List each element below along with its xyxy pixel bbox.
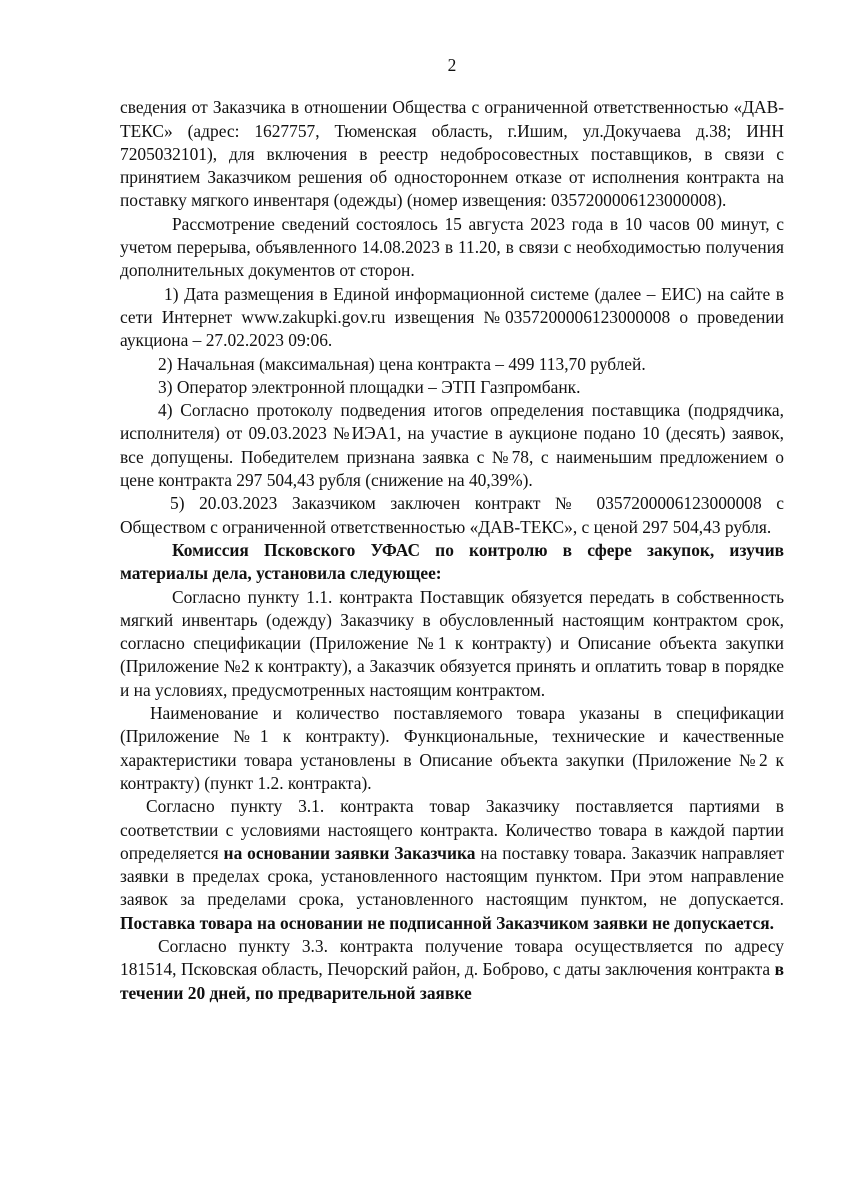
paragraph-clause-3-1 <box>120 795 784 935</box>
clause-3-3-bold: в течении 20 дней, по предварительной заявке <box>120 959 784 1003</box>
clause-3-1-bold-a: на основании заявки Заказчика <box>223 842 476 863</box>
list-item-4: 4) Согласно протоколу подведения итогов определения поставщика (подрядчика, исполнителя) от 09.03.2023 №ИЭА1, на участие в аукционе подано 10 (десять) заявок, все допущены. Победителем признана заявка с №78, с наименьшим предложением о цене контракта 297 504,43 рубля (снижение на 40,39%). <box>120 400 784 491</box>
clause-3-1-text-b: на поставку товара. Заказчик направляет заявки в пределах срока, установленного настоящим пунктом. При этом направление заявок за пределами срока, установленного настоящим пунктом, не допускается. <box>120 842 784 910</box>
paragraph-clause-1-1: Согласно пункту 1.1. контракта Поставщик обязуется передать в собственность мягкий инвентарь (одежду) Заказчику в обусловленный настоящим контрактом срок, согласно спецификации (Приложение №1 к контракту) и Описание объекта закупки (Приложение №2 к контракту), а Заказчик обязуется принять и оплатить товар в порядке и на условиях, предусмотренных настоящим контрактом. <box>120 586 784 700</box>
clause-3-1-bold-b: Поставка товара на основании не подписанной Заказчиком заявки не допускается. <box>120 912 774 933</box>
list-item-5: 5) 20.03.2023 Заказчиком заключен контракт № 0357200006123000008 с Обществом с ограниченной ответственностью «ДАВ-ТЕКС», с ценой 297 504,43 рубля. <box>120 493 784 537</box>
list-item-1: 1) Дата размещения в Единой информационной системе (далее – ЕИС) на сайте в сети Интернет www.zakupki.gov.ru извещения №0357200006123000008 о проведении аукциона – 27.02.2023 09:06. <box>120 283 784 351</box>
document-page <box>120 54 784 1005</box>
paragraph-intro: сведения от Заказчика в отношении Общества с ограниченной ответственностью «ДАВ-ТЕКС» (адрес: 1627757, Тюменская область, г.Ишим, ул.Докучаева д.38; ИНН 7205032101), для включения в реестр недобросовестных поставщиков, в связи с принятием Заказчиком решения об одностороннем отказе от исполнения контракта на поставку мягкого инвентаря (одежды) (номер извещения: 0357200006123000008). <box>120 97 784 211</box>
paragraph-clause-1-2: Наименование и количество поставляемого товара указаны в спецификации (Приложение №1 к контракту). Функциональные, технические и качественные характеристики товара установлены в Описание объекта закупки (Приложение №2 к контракту) (пункт 1.2. контракта). <box>120 703 784 793</box>
paragraph-hearing: Рассмотрение сведений состоялось 15 августа 2023 года в 10 часов 00 минут, с учетом перерыва, объявленного 14.08.2023 в 11.20, в связи с необходимостью получения дополнительных документов от сторон. <box>120 213 784 281</box>
list-item-3: 3) Оператор электронной площадки – ЭТП Газпромбанк. <box>158 376 581 397</box>
clause-3-3-text: Согласно пункту 3.3. контракта получение товара осуществляется по адресу 181514, Псковская область, Печорский район, д. Боброво, с даты заключения контракта <box>120 935 784 980</box>
list-item-2: 2) Начальная (максимальная) цена контракта – 499 113,70 рублей. <box>158 353 646 374</box>
page-number: 2 <box>447 55 457 75</box>
commission-heading: Комиссия Псковского УФАС по контролю в сфере закупок, изучив материалы дела, установила следующее: <box>120 539 784 584</box>
paragraph-clause-3-3 <box>120 935 784 1005</box>
clause-3-1-text-a: Согласно пункту 3.1. контракта товар Заказчику поставляется партиями в соответствии с условиями настоящего контракта. Количество товара в каждой партии определяется <box>120 796 784 863</box>
